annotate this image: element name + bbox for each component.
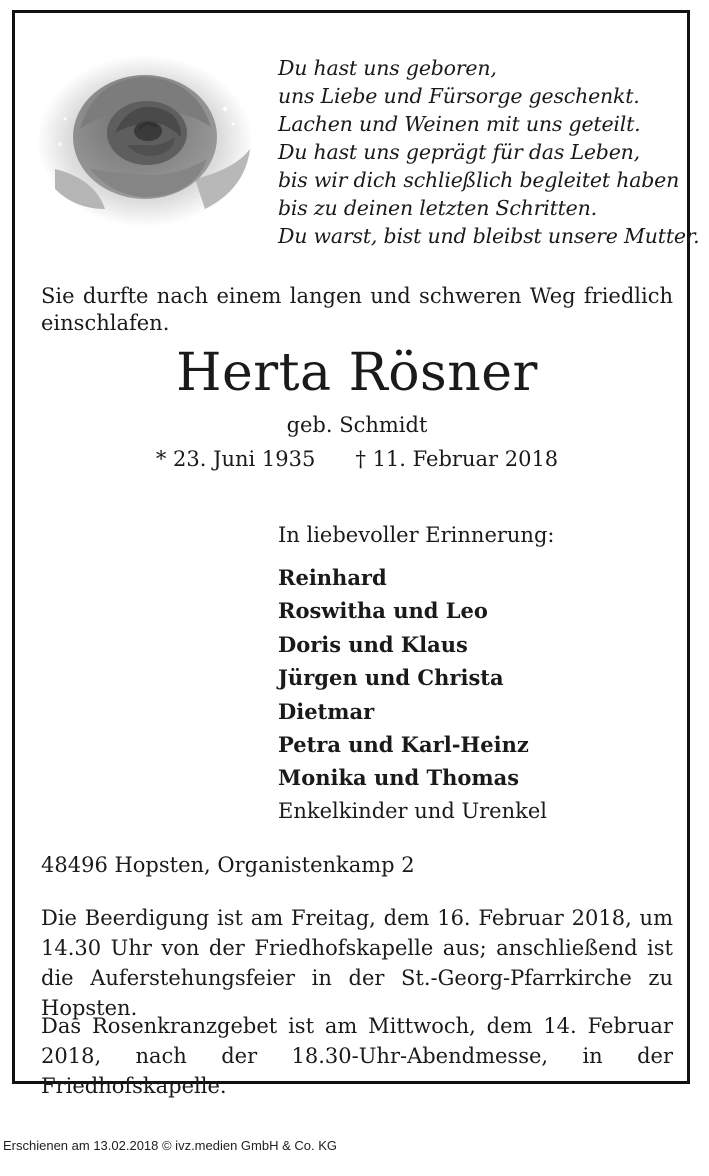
funeral-notice: Die Beerdigung ist am Freitag, dem 16. Februar 2018, um 14.30 Uhr von der Friedhofskapelle aus; anschließend ist die Auferstehungsfeier in der St.-Georg-Pfarrkirche zu Hopsten.: [41, 906, 673, 1020]
intro-text: Sie durfte nach einem langen und schweren Weg friedlich einschlafen.: [41, 284, 673, 335]
family-member: Roswitha und Leo: [278, 598, 488, 624]
rose-image: [35, 49, 255, 229]
poem-line: Lachen und Weinen mit uns geteilt.: [278, 112, 641, 136]
family-member: Monika und Thomas: [278, 765, 520, 791]
family-member: Jürgen und Christa: [278, 665, 504, 691]
family-member: Petra und Karl-Heinz: [278, 732, 529, 758]
poem-line: Du warst, bist und bleibst unsere Mutter.: [278, 224, 700, 248]
rosary-notice: Das Rosenkranzgebet ist am Mittwoch, dem 14. Februar 2018, nach der 18.30-Uhr-Abendmesse, in der Friedhofskapelle.: [41, 1014, 673, 1098]
poem: [278, 54, 700, 250]
poem-line: bis wir dich schließlich begleitet haben: [278, 168, 680, 192]
poem-line: Du hast uns geprägt für das Leben,: [278, 140, 640, 164]
family-list: [278, 561, 547, 828]
address: 48496 Hopsten, Organistenkamp 2: [41, 853, 415, 877]
death-date: † 11. Februar 2018: [355, 447, 559, 471]
publication-footer: Erschienen am 13.02.2018 © ivz.medien GmbH & Co. KG: [3, 1138, 338, 1153]
life-dates: [15, 445, 699, 473]
family-member: Dietmar: [278, 698, 375, 724]
deceased-name: Herta Rösner: [176, 343, 538, 403]
poem-line: bis zu deinen letzten Schritten.: [278, 196, 597, 220]
family-note: Enkelkinder und Urenkel: [278, 798, 548, 823]
birth-date: * 23. Juni 1935: [155, 447, 316, 471]
family-member: Reinhard: [278, 565, 387, 590]
memory-heading: In liebevoller Erinnerung:: [278, 523, 555, 547]
obituary-frame: [12, 10, 700, 1098]
poem-line: uns Liebe und Fürsorge geschenkt.: [278, 84, 640, 108]
family-member: Doris und Klaus: [278, 631, 468, 657]
poem-line: Du hast uns geboren,: [278, 56, 497, 80]
maiden-name: geb. Schmidt: [286, 413, 428, 437]
